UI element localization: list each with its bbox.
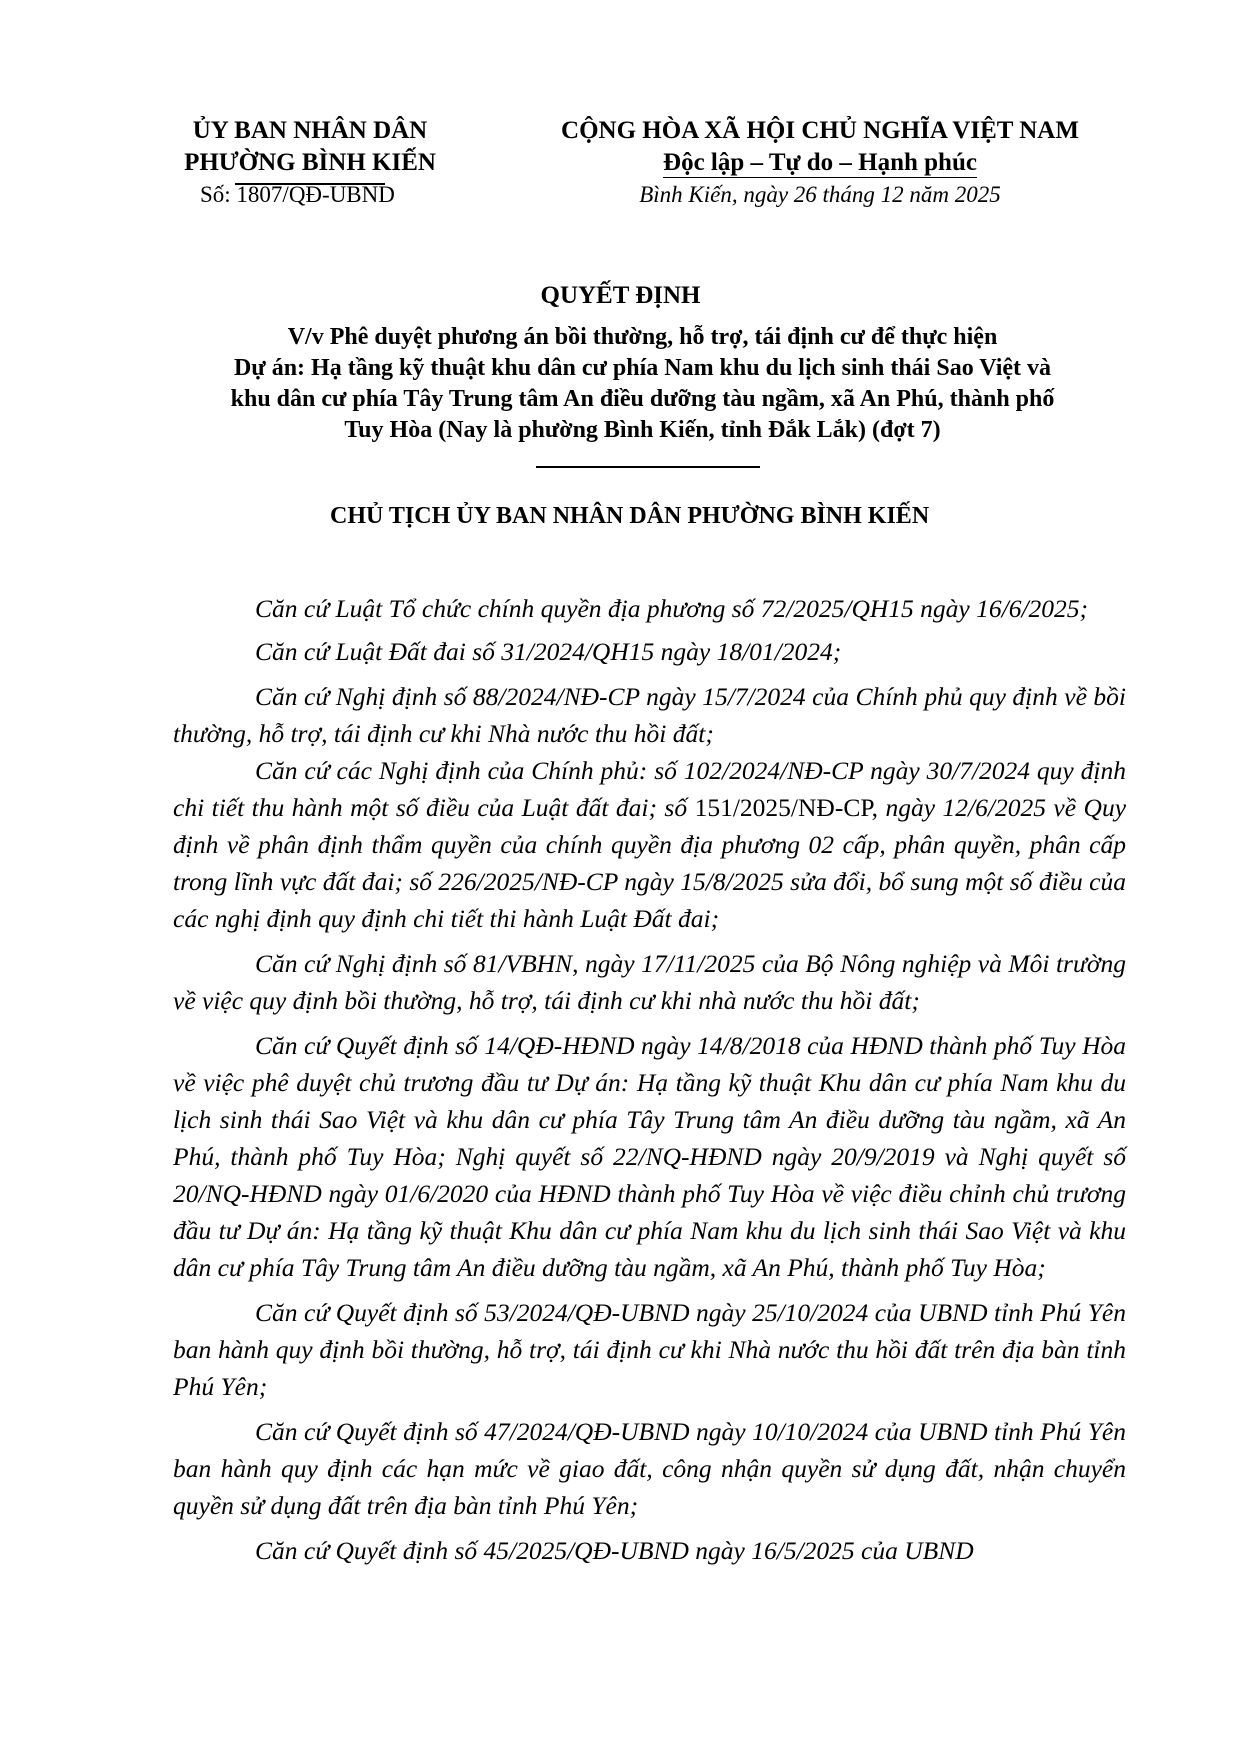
national-motto: Độc lập – Tự do – Hạnh phúc [663,149,977,176]
document-body [173,590,1126,1577]
subject-line: khu dân cư phía Tây Trung tâm An điều dưỡng tàu ngầm, xã An Phú, thành phố [230,386,1055,412]
legal-basis-paragraph: Căn cứ Luật Tổ chức chính quyền địa phương số 72/2025/QH15 ngày 16/6/2025; [255,594,1089,623]
country-name: CỘNG HÒA XÃ HỘI CHỦ NGHĨA VIỆT NAM [561,117,1079,144]
subject-line: Dự án: Hạ tầng kỹ thuật khu dân cư phía Nam khu du lịch sinh thái Sao Việt và [233,355,1052,381]
legal-basis-paragraph: Căn cứ Luật Đất đai số 31/2024/QH15 ngày 18/01/2024; [255,637,842,666]
subject-line: V/v Phê duyệt phương án bồi thường, hỗ trợ, tái định cư để thực hiện [287,324,998,350]
national-header [525,115,1115,179]
issuing-authority: CHỦ TỊCH ỦY BAN NHÂN DÂN PHƯỜNG BÌNH KIẾN [330,503,930,529]
document-title: QUYẾT ĐỊNH [540,282,701,309]
legal-basis-paragraph: Căn cứ Quyết định số 45/2025/QĐ-UBND ngày 16/5/2025 của UBND [255,1536,974,1565]
legal-basis-paragraph: Căn cứ Quyết định số 14/QĐ-HĐND ngày 14/8/2018 của HĐND thành phố Tuy Hòa về việc phê duyệt chủ trương đầu tư Dự án: Hạ tầng kỹ thuật Khu dân cư phía Nam khu du lịch sinh thái Sao Việt và khu dân cư phía Tây Trung tâm An điều dưỡng tàu ngầm, xã An Phú, thành phố Tuy Hòa; Nghị quyết số 22/NQ-HĐND ngày 20/9/2019 và Nghị quyết số 20/NQ-HĐND ngày 01/6/2020 của HĐND thành phố Tuy Hòa về việc điều chỉnh chủ trương đầu tư Dự án: Hạ tầng kỹ thuật Khu dân cư phía Nam khu du lịch sinh thái Sao Việt và khu dân cư phía Tây Trung tâm An điều dưỡng tàu ngầm, xã An Phú, thành phố Tuy Hòa; [173,1031,1126,1282]
issuing-agency [160,115,460,185]
legal-basis-paragraph: Căn cứ Nghị định số 88/2024/NĐ-CP ngày 15/7/2024 của Chính phủ quy định về bồi thường, hỗ trợ, tái định cư khi Nhà nước thu hồi đất; [173,682,1126,748]
subject-divider [536,466,760,468]
document-number: Số: 1807/QĐ-UBND [200,182,395,207]
agency-line-1: ỦY BAN NHÂN DÂN [192,117,428,144]
legal-basis-paragraph: Căn cứ Quyết định số 47/2024/QĐ-UBND ngày 10/10/2024 của UBND tỉnh Phú Yên ban hành quy định các hạn mức về giao đất, công nhận quyền sử dụng đất, nhận chuyển quyền sử dụng đất trên địa bàn tỉnh Phú Yên; [173,1417,1126,1520]
legal-basis-paragraph: Căn cứ Quyết định số 53/2024/QĐ-UBND ngày 25/10/2024 của UBND tỉnh Phú Yên ban hành quy định bồi thường, hỗ trợ, tái định cư khi Nhà nước thu hồi đất trên địa bàn tỉnh Phú Yên; [173,1298,1126,1401]
paragraph-text-upright: 151/2025/NĐ-CP, [694,793,879,822]
subject-line: Tuy Hòa (Nay là phường Bình Kiến, tỉnh Đắk Lắk) (đợt 7) [344,417,941,443]
legal-basis-paragraph [173,752,1126,937]
place-date: Bình Kiến, ngày 26 tháng 12 năm 2025 [639,182,1001,207]
document-subject [170,322,1115,446]
paragraph-text: Căn cứ các Nghị định của Chính phủ: số 102/2024/NĐ-CP ngày 30/7/2024 quy định chi tiết thu hành một số điều của Luật đất đai; số [173,756,1126,822]
agency-line-2: PHƯỜNG BÌNH KIẾN [184,149,436,176]
legal-basis-paragraph: Căn cứ Nghị định số 81/VBHN, ngày 17/11/2025 của Bộ Nông nghiệp và Môi trường về việc quy định bồi thường, hỗ trợ, tái định cư khi nhà nước thu hồi đất; [173,949,1126,1015]
paragraph-text: ngày 12/6/2025 về Quy định về phân định thẩm quyền của chính quyền địa phương 02 cấp, phân quyền, phân cấp trong lĩnh vực đất đai; số 226/2025/NĐ-CP ngày 15/8/2025 sửa đổi, bổ sung một số điều của các nghị định quy định chi tiết thi hành Luật Đất đai; [173,793,1127,933]
